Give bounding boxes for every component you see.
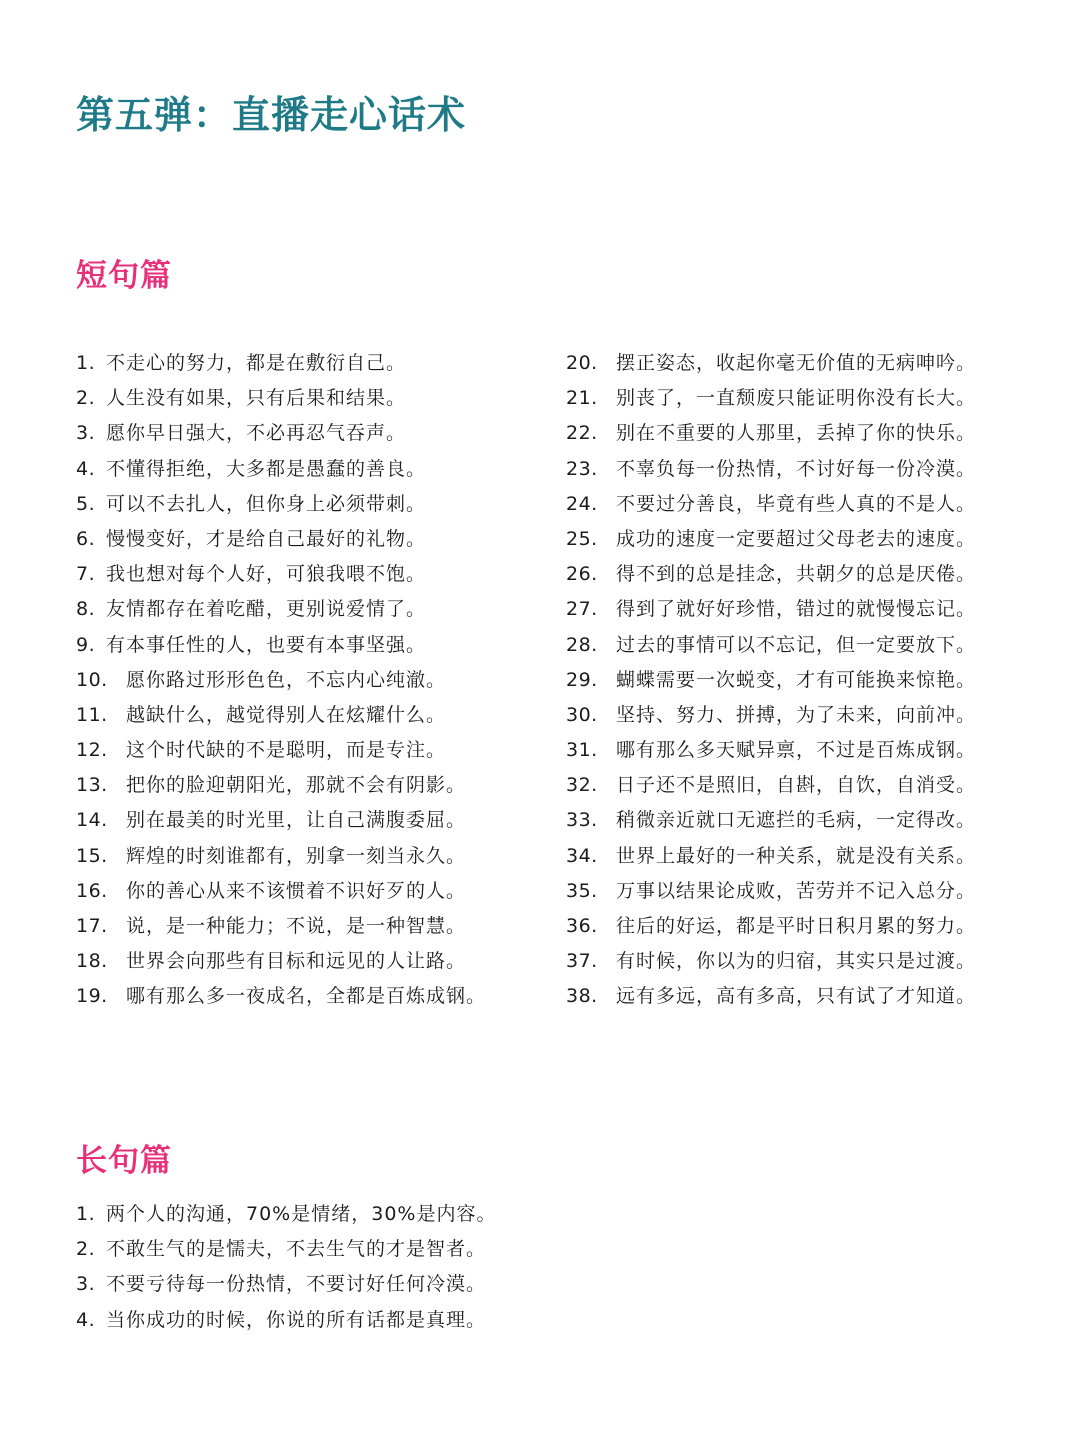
item-text: 得到了就好好珍惜，错过的就慢慢忘记。 — [616, 598, 977, 621]
item-number: 23. — [566, 457, 598, 480]
item-number: 4. — [76, 457, 96, 480]
item-number: 18. — [76, 950, 108, 973]
item-number: 35. — [566, 879, 598, 902]
item-text: 摆正姿态，收起你毫无价值的无病呻吟。 — [616, 352, 977, 374]
list-item — [566, 874, 976, 909]
item-number: 30. — [566, 703, 598, 726]
item-text: 远有多远，高有多高，只有试了才知道。 — [616, 985, 977, 1008]
list-item — [566, 944, 976, 979]
item-number: 5. — [76, 492, 96, 515]
short-section-title: 短句篇 — [76, 258, 172, 294]
item-text: 有时候，你以为的归宿，其实只是过渡。 — [616, 950, 977, 973]
list-item — [566, 522, 976, 557]
item-text: 我也想对每个人好，可狼我喂不饱。 — [106, 563, 427, 586]
long-section-title: 长句篇 — [76, 1143, 172, 1179]
item-number: 10. — [76, 668, 108, 691]
list-item — [76, 944, 486, 979]
long-list — [76, 1197, 496, 1338]
item-text: 日子还不是照旧，自斟，自饮，自消受。 — [616, 774, 977, 797]
list-item — [566, 487, 976, 522]
list-item — [76, 628, 486, 663]
item-number: 2. — [76, 387, 96, 410]
item-number: 7. — [76, 563, 96, 586]
item-number: 3. — [76, 1273, 96, 1296]
item-number: 9. — [76, 633, 96, 656]
item-text: 愿你路过形形色色，不忘内心纯澈。 — [126, 668, 447, 691]
list-item — [76, 346, 486, 381]
item-text: 别在不重要的人那里，丢掉了你的快乐。 — [616, 422, 977, 445]
item-text: 稍微亲近就口无遮拦的毛病，一定得改。 — [616, 809, 977, 832]
list-item — [76, 487, 486, 522]
item-text: 不懂得拒绝，大多都是愚蠢的善良。 — [106, 457, 427, 480]
item-text: 辉煌的时刻谁都有，别拿一刻当永久。 — [126, 844, 467, 867]
list-item — [566, 909, 976, 944]
list-item — [76, 1267, 496, 1302]
list-item — [76, 1197, 496, 1232]
list-item — [566, 381, 976, 416]
item-number: 24. — [566, 492, 598, 515]
item-text: 人生没有如果，只有后果和结果。 — [106, 387, 407, 410]
item-text: 世界上最好的一种关系，就是没有关系。 — [616, 844, 977, 867]
list-item — [566, 592, 976, 627]
list-item — [566, 733, 976, 768]
item-number: 1. — [76, 352, 96, 374]
item-text: 不要亏待每一份热情，不要讨好任何冷漠。 — [106, 1273, 487, 1296]
list-item — [76, 979, 486, 1014]
list-item — [566, 628, 976, 663]
short-list-left — [76, 346, 486, 1015]
list-item — [566, 557, 976, 592]
list-item — [76, 768, 486, 803]
item-text: 把你的脸迎朝阳光，那就不会有阴影。 — [126, 774, 467, 797]
item-number: 11. — [76, 703, 108, 726]
list-item — [76, 874, 486, 909]
item-number: 31. — [566, 739, 598, 762]
list-item — [76, 698, 486, 733]
item-number: 17. — [76, 915, 108, 937]
item-number: 28. — [566, 633, 598, 656]
list-item — [76, 381, 486, 416]
item-text: 不走心的努力，都是在敷衍自己。 — [106, 352, 407, 374]
item-text: 万事以结果论成败，苦劳并不记入总分。 — [616, 879, 977, 902]
list-item — [566, 698, 976, 733]
item-number: 21. — [566, 387, 598, 410]
list-item — [76, 1303, 496, 1338]
list-item — [76, 663, 486, 698]
item-text: 可以不去扎人，但你身上必须带刺。 — [106, 492, 427, 515]
list-item — [76, 416, 486, 451]
list-item — [76, 839, 486, 874]
item-number: 2. — [76, 1238, 96, 1261]
item-number: 12. — [76, 739, 108, 762]
item-text: 友情都存在着吃醋，更别说爱情了。 — [106, 598, 427, 621]
item-number: 16. — [76, 879, 108, 902]
list-item — [566, 803, 976, 838]
item-text: 哪有那么多一夜成名，全都是百炼成钢。 — [126, 985, 487, 1008]
item-text: 世界会向那些有目标和远见的人让路。 — [126, 950, 467, 973]
item-text: 别丧了，一直颓废只能证明你没有长大。 — [616, 387, 977, 410]
item-number: 26. — [566, 563, 598, 586]
list-item — [566, 839, 976, 874]
item-text: 慢慢变好，才是给自己最好的礼物。 — [106, 527, 427, 550]
item-text: 不要过分善良，毕竟有些人真的不是人。 — [616, 492, 977, 515]
item-text: 说，是一种能力；不说，是一种智慧。 — [126, 915, 467, 937]
item-number: 6. — [76, 527, 96, 550]
item-text: 别在最美的时光里，让自己满腹委屈。 — [126, 809, 467, 832]
list-item — [76, 452, 486, 487]
list-item — [76, 592, 486, 627]
list-item — [566, 346, 976, 381]
page-title: 第五弹：直播走心话术 — [76, 93, 467, 137]
item-number: 19. — [76, 985, 108, 1008]
list-item — [76, 909, 486, 944]
list-item — [76, 522, 486, 557]
item-number: 15. — [76, 844, 108, 867]
item-number: 38. — [566, 985, 598, 1008]
item-text: 这个时代缺的不是聪明，而是专注。 — [126, 739, 447, 762]
list-item — [76, 733, 486, 768]
list-item — [76, 557, 486, 592]
item-number: 25. — [566, 527, 598, 550]
item-text: 往后的好运，都是平时日积月累的努力。 — [616, 915, 977, 937]
item-text: 愿你早日强大，不必再忍气吞声。 — [106, 422, 407, 445]
item-number: 3. — [76, 422, 96, 445]
list-item — [566, 768, 976, 803]
short-list-right — [566, 346, 976, 1015]
item-number: 29. — [566, 668, 598, 691]
list-item — [566, 663, 976, 698]
item-number: 14. — [76, 809, 108, 832]
item-number: 37. — [566, 950, 598, 973]
item-text: 哪有那么多天赋异禀，不过是百炼成钢。 — [616, 739, 977, 762]
item-text: 得不到的总是挂念，共朝夕的总是厌倦。 — [616, 563, 977, 586]
item-number: 32. — [566, 774, 598, 797]
item-number: 27. — [566, 598, 598, 621]
item-number: 22. — [566, 422, 598, 445]
item-text: 过去的事情可以不忘记，但一定要放下。 — [616, 633, 977, 656]
item-number: 36. — [566, 915, 598, 937]
list-item — [76, 1232, 496, 1267]
item-text: 当你成功的时候，你说的所有话都是真理。 — [106, 1308, 487, 1331]
item-text: 两个人的沟通，70%是情绪，30%是内容。 — [106, 1203, 497, 1225]
list-item — [566, 979, 976, 1014]
item-number: 13. — [76, 774, 108, 797]
item-number: 4. — [76, 1308, 96, 1331]
item-number: 8. — [76, 598, 96, 621]
item-number: 33. — [566, 809, 598, 832]
item-text: 越缺什么，越觉得别人在炫耀什么。 — [126, 703, 447, 726]
item-text: 不敢生气的是懦夫，不去生气的才是智者。 — [106, 1238, 487, 1261]
item-text: 有本事任性的人，也要有本事坚强。 — [106, 633, 427, 656]
list-item — [566, 452, 976, 487]
list-item — [566, 416, 976, 451]
item-text: 不辜负每一份热情，不讨好每一份冷漠。 — [616, 457, 977, 480]
item-number: 1. — [76, 1203, 96, 1225]
item-text: 蝴蝶需要一次蜕变，才有可能换来惊艳。 — [616, 668, 977, 691]
item-text: 坚持、努力、拼搏，为了未来，向前冲。 — [616, 703, 977, 726]
list-item — [76, 803, 486, 838]
item-text: 你的善心从来不该惯着不识好歹的人。 — [126, 879, 467, 902]
item-number: 20. — [566, 352, 598, 374]
item-text: 成功的速度一定要超过父母老去的速度。 — [616, 527, 977, 550]
item-number: 34. — [566, 844, 598, 867]
